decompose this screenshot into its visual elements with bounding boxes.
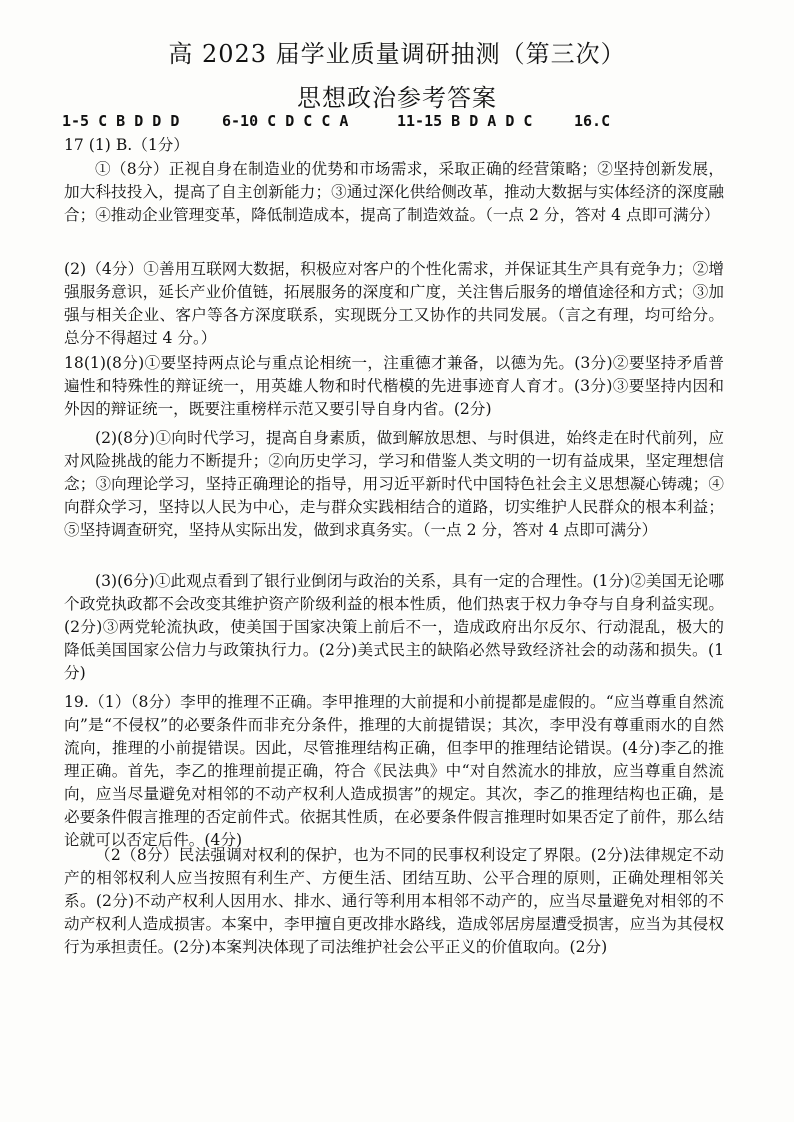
q18-part3-answer: (3)(6分)①此观点看到了银行业倒闭与政治的关系，具有一定的合理性。(1分)②美国无论哪个政党执政都不会改变其维护资产阶级利益的根本性质，他们热衷于权力争夺与自身利益实现。(2分)③两党轮流执政，使美国于国家决策上前后不一，造成政府出尔反尔、行动混乱，极大的降低美国国家公信力与政策执行力。(2分)美式民主的缺陷必然导致经济社会的动荡和损失。(1分) <box>64 572 724 682</box>
document-subtitle: 思想政治参考答案 <box>297 84 497 112</box>
q17-part1-explanation: ①（8分）正视自身在制造业的优势和市场需求，采取正确的经营策略；②坚持创新发展，加大科技投入，提高了自主创新能力；③通过深化供给侧改革，推动大数据与实体经济的深度融合；④推动企业管理变革，降低制造成本，提高了制造效益。（一点 2 分，答对 4 点即可满分） <box>64 160 724 224</box>
q17-part2-answer: (2)（4分）①善用互联网大数据，积极应对客户的个性化需求，并保证其生产具有竞争力；②增强服务意识，延长产业价值链，拓展服务的深度和广度，关注售后服务的增值途径和方式；③加强与相关企业、客户等各方深度联系，实现既分工又协作的共同发展。（言之有理，均可给分。总分不得超过 4 分。） <box>64 260 724 347</box>
q18-part2-answer: (2)(8分)①向时代学习，提高自身素质，做到解放思想、与时俱进，始终走在时代前列，应对风险挑战的能力不断提升；②向历史学习，学习和借鉴人类文明的一切有益成果，坚定理想信念；③向理论学习，坚持正确理论的指导，用习近平新时代中国特色社会主义思想凝心铸魂；④向群众学习，坚持以人民为中心，走与群众实践相结合的道路，切实维护人民群众的根本利益；⑤坚持调查研究，坚持从实际出发，做到求真务实。（一点 2 分，答对 4 点即可满分） <box>64 429 724 539</box>
choice-answers-11-15: 11-15 B D A D C <box>397 112 533 130</box>
choice-answers-1-5: 1-5 C B D D D <box>62 112 180 130</box>
q19-part1-answer: 19.（1）（8分）李甲的推理不正确。李甲推理的大前提和小前提都是虚假的。“应当尊重自然流向”是“不侵权”的必要条件而非充分条件，推理的大前提错误；其次，李甲没有尊重雨水的自然流向，推理的小前提错误。因此，尽管推理结构正确，但李甲的推理结论错误。(4分)李乙的推理正确。首先，李乙的推理前提正确，符合《民法典》中“对自然流水的排放，应当尊重自然流向，应当尽量避免对相邻的不动产权利人造成损害”的规定。其次，李乙的推理结构也正确，是必要条件假言推理的否定前件式。依据其性质，在必要条件假言推理时如果否定了前件，那么结论就可以否定后件。(4分) <box>64 693 724 849</box>
choice-answer-16: 16.C <box>574 112 611 130</box>
q17-part1-answer: 17 (1) B.（1分） <box>64 136 189 154</box>
choice-answers-6-10: 6-10 C D C C A <box>222 112 349 130</box>
document-title: 高 2023 届学业质量调研抽测（第三次） <box>168 40 626 68</box>
q19-part2-answer: （2（8分）民法强调对权利的保护，也为不同的民事权利设定了界限。(2分)法律规定不动产的相邻权利人应当按照有利生产、方便生活、团结互助、公平合理的原则，正确处理相邻关系。(2分)不动产权利人因用水、排水、通行等利用本相邻不动产的，应当尽量避免对相邻的不动产权利人造成损害。本案中，李甲擅自更改排水路线，造成邻居房屋遭受损害，应当为其侵权行为承担责任。(2分)本案判决体现了司法维护社会公平正义的价值取向。(2分) <box>64 846 724 956</box>
q18-part1-answer: 18(1)(8分)①要坚持两点论与重点论相统一，注重德才兼备，以德为先。(3分)②要坚持矛盾普遍性和特殊性的辩证统一，用英雄人物和时代楷模的先进事迹育人育才。(3分)③要坚持内因和外因的辩证统一，既要注重榜样示范又要引导自身内省。(2分) <box>64 354 724 418</box>
